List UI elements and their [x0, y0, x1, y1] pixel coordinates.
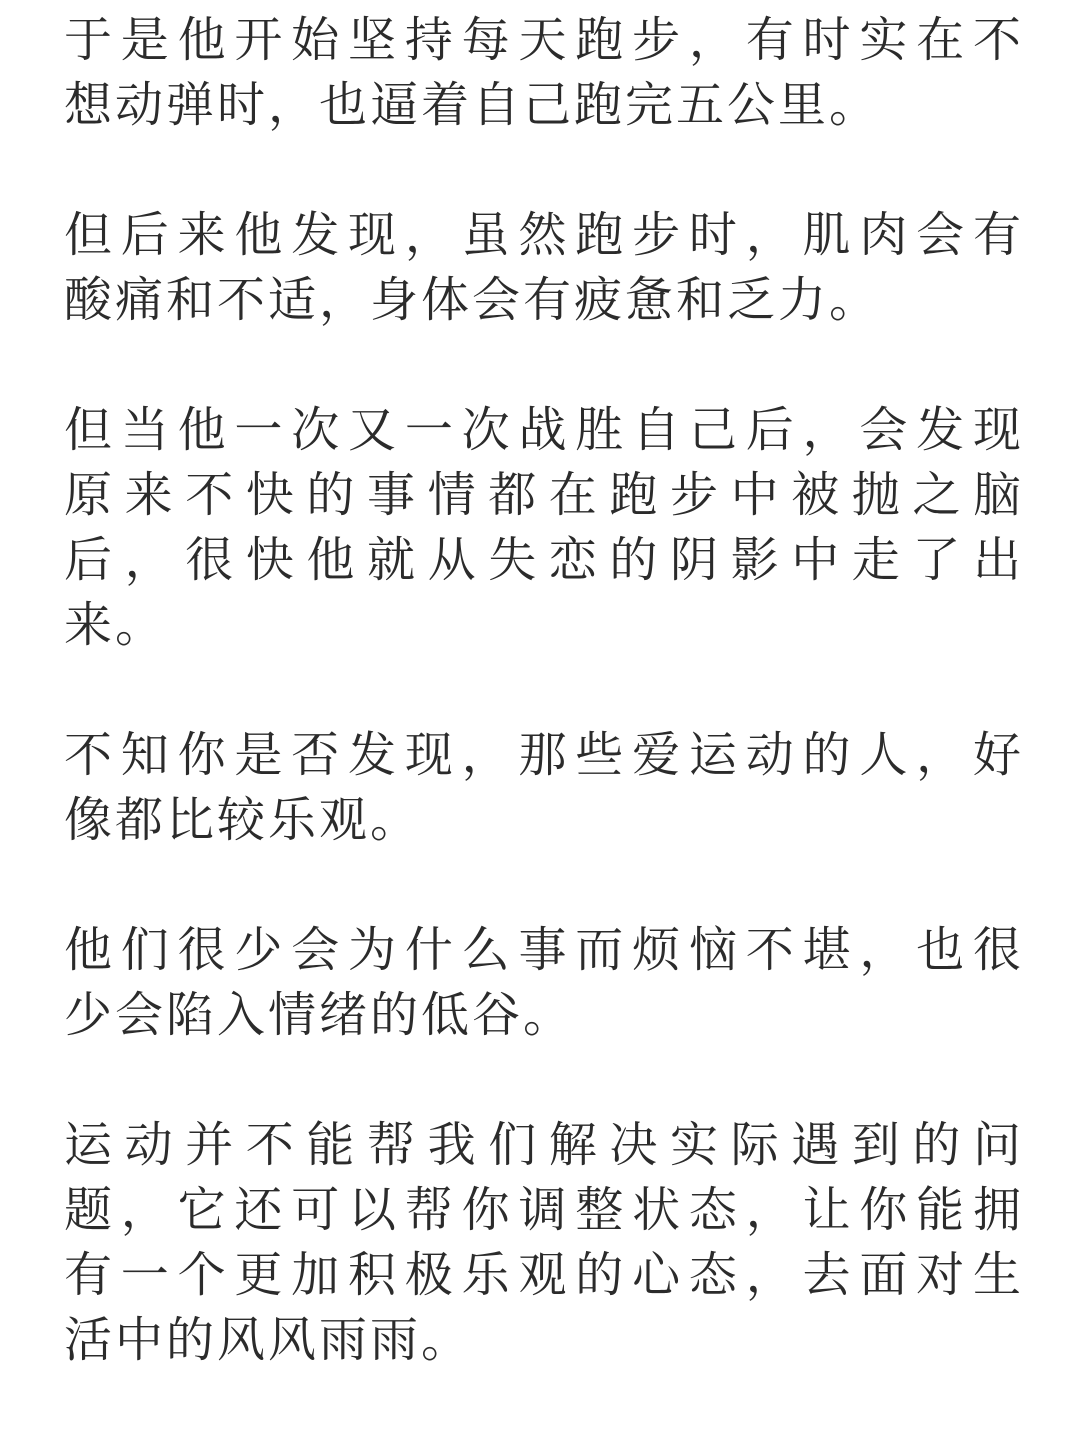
text-line: 原来不快的事情都在跑步中被抛之脑: [64, 467, 1024, 523]
text-line: 于是他开始坚持每天跑步，有时实在不: [64, 12, 1024, 68]
text-line: 有一个更加积极乐观的心态，去面对生: [64, 1247, 1024, 1303]
text-line: 但后来他发现，虽然跑步时，肌肉会有: [64, 207, 1024, 263]
text-line: 活中的风风雨雨。: [64, 1312, 473, 1368]
text-line: 酸痛和不适，身体会有疲惫和乏力。: [64, 272, 881, 328]
text-line: 后，很快他就从失恋的阴影中走了出: [64, 532, 1024, 588]
paragraph-1: [64, 8, 1024, 138]
paragraph-5: [64, 918, 1024, 1048]
paragraph-2: [64, 203, 1024, 333]
text-line: 想动弹时，也逼着自己跑完五公里。: [64, 77, 881, 133]
text-line: 他们很少会为什么事而烦恼不堪，也很: [64, 922, 1024, 978]
article-body: [64, 8, 1024, 1438]
text-line: 但当他一次又一次战胜自己后，会发现: [64, 402, 1024, 458]
text-line: 少会陷入情绪的低谷。: [64, 987, 575, 1043]
paragraph-6: [64, 1113, 1024, 1373]
text-line: 像都比较乐观。: [64, 792, 422, 848]
paragraph-3: [64, 398, 1024, 658]
text-line: 题，它还可以帮你调整状态，让你能拥: [64, 1182, 1024, 1238]
text-line: 运动并不能帮我们解决实际遇到的问: [64, 1117, 1024, 1173]
paragraph-4: [64, 723, 1024, 853]
text-line: 不知你是否发现，那些爱运动的人，好: [64, 727, 1024, 783]
text-line: 来。: [64, 597, 167, 653]
